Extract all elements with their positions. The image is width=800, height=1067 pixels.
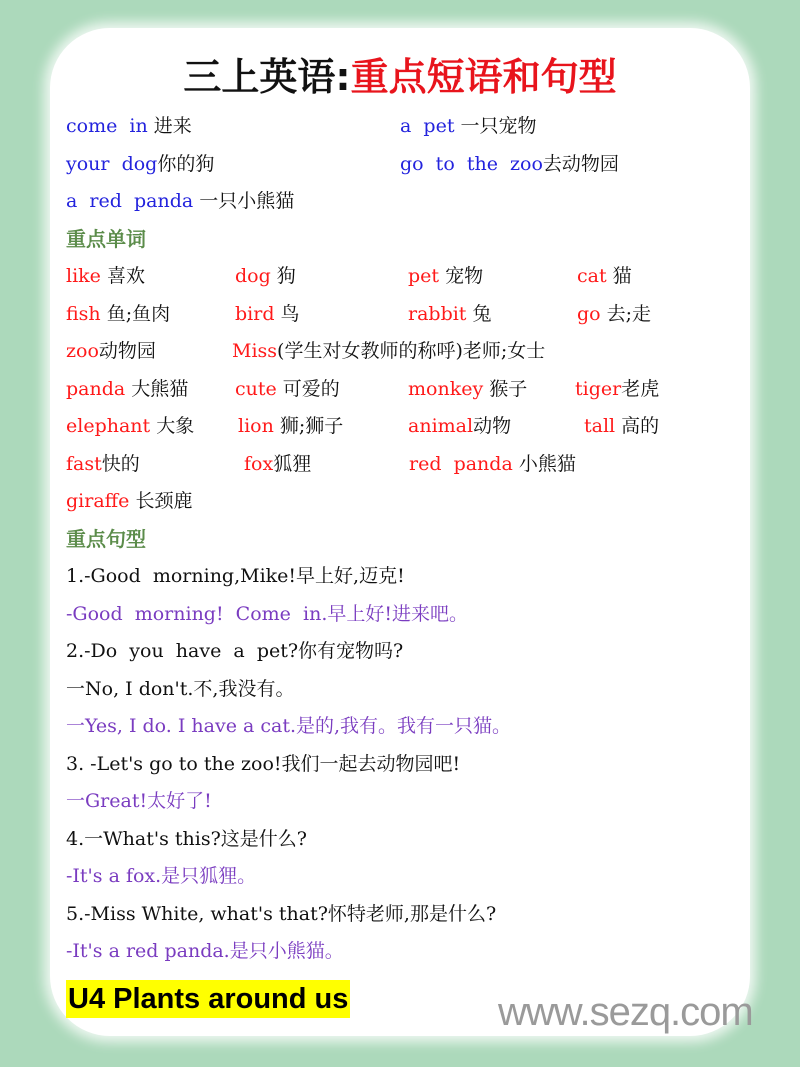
word-en: elephant	[66, 415, 151, 437]
word-row	[66, 296, 746, 334]
word-en: fish	[66, 302, 101, 325]
unit-heading: U4 Plants around us	[66, 980, 350, 1018]
word-en: tiger	[575, 377, 622, 400]
word-zh: 长颈鹿	[129, 490, 193, 512]
word-item	[235, 296, 300, 334]
phrase-en: a pet	[400, 115, 455, 137]
sentence-line: -It's a red panda.是只小熊猫。	[66, 940, 344, 962]
word-zh: 狮;狮子	[273, 415, 344, 437]
word-zh: 狐狸	[273, 452, 312, 475]
words-heading: 重点单词	[66, 226, 146, 251]
sentence-line: 1.-Good morning,Mike!早上好,迈克!	[66, 565, 405, 587]
sentence-line: 4.一What's this?这是什么?	[66, 827, 307, 850]
word-en: zoo	[66, 340, 99, 362]
phrase-zh: 一只宠物	[454, 115, 537, 137]
title-prefix: 三上英语:	[183, 55, 351, 99]
word-row	[66, 333, 746, 371]
word-en: cute	[235, 377, 277, 400]
word-en: cat	[577, 265, 607, 287]
word-item	[408, 371, 527, 409]
word-item	[66, 258, 145, 296]
word-item	[66, 296, 170, 334]
word-zh: 快的	[101, 452, 140, 475]
word-item	[66, 333, 156, 371]
sentence-line: 5.-Miss White, what's that?怀特老师,那是什么?	[66, 902, 497, 925]
word-item	[66, 483, 192, 521]
phrase-item	[400, 108, 537, 146]
word-zh: 鸟	[274, 302, 300, 325]
word-zh: (学生对女教师的称呼)老师;女士	[277, 340, 546, 362]
phrase-item	[66, 183, 294, 221]
word-zh: 宠物	[439, 265, 484, 287]
sentence-line: 一Yes, I do. I have a cat.是的,我有。我有一只猫。	[66, 715, 512, 737]
phrase-zh: 进来	[147, 115, 192, 137]
word-en: pet	[408, 265, 440, 287]
word-en: Miss	[232, 340, 278, 362]
word-en: lion	[238, 415, 274, 437]
word-en: giraffe	[66, 490, 130, 512]
word-zh: 兔	[466, 302, 492, 325]
word-item	[238, 408, 343, 446]
word-item	[66, 408, 194, 446]
word-zh: 可爱的	[276, 377, 340, 400]
word-item	[408, 258, 483, 296]
word-row	[66, 258, 746, 296]
word-row	[66, 446, 746, 484]
words-section	[66, 258, 746, 521]
word-row	[66, 408, 746, 446]
word-item	[409, 446, 576, 484]
phrase-en: go to the zoo	[400, 152, 543, 175]
content	[66, 108, 746, 971]
phrase-item	[400, 146, 619, 184]
page-title	[0, 52, 800, 102]
word-zh: 猴子	[483, 377, 528, 400]
phrase-en: come in	[66, 115, 148, 137]
word-item	[577, 296, 651, 334]
word-en: go	[577, 302, 601, 325]
word-zh: 高的	[615, 415, 660, 437]
word-item	[235, 258, 296, 296]
word-en: dog	[235, 265, 271, 287]
word-zh: 大熊猫	[125, 377, 189, 400]
word-zh: 小熊猫	[512, 452, 576, 475]
phrase-row	[66, 146, 746, 184]
word-en: red panda	[409, 452, 513, 475]
word-zh: 去;走	[600, 302, 652, 325]
phrase-item	[66, 108, 192, 146]
phrase-en: a red panda	[66, 190, 194, 212]
word-item	[577, 258, 632, 296]
word-zh: 猫	[606, 265, 632, 287]
sentences-section	[66, 558, 746, 971]
sentence-line: 一No, I don't.不,我没有。	[66, 677, 295, 700]
word-en: panda	[66, 377, 126, 400]
word-en: fox	[244, 452, 274, 475]
title-highlight: 重点短语和句型	[350, 55, 617, 99]
phrases-section	[66, 108, 746, 221]
phrase-item	[66, 146, 214, 184]
word-en: tall	[584, 415, 616, 437]
word-item	[408, 408, 511, 446]
word-zh: 大象	[150, 415, 195, 437]
word-en: animal	[408, 415, 474, 437]
sentence-line: -It's a fox.是只狐狸。	[66, 865, 257, 887]
word-item	[66, 446, 140, 484]
phrase-row	[66, 108, 746, 146]
word-zh: 动物	[473, 415, 512, 437]
word-row	[66, 371, 746, 409]
word-item	[244, 446, 311, 484]
phrase-en: your dog	[66, 152, 158, 175]
word-zh: 喜欢	[100, 265, 145, 287]
sentence-line: 2.-Do you have a pet?你有宠物吗?	[66, 640, 404, 662]
word-en: like	[66, 265, 101, 287]
sentences-heading: 重点句型	[66, 526, 146, 551]
word-zh: 老虎	[621, 377, 660, 400]
phrase-zh: 一只小熊猫	[193, 190, 295, 212]
word-item	[575, 371, 659, 409]
word-item	[408, 296, 492, 334]
word-en: bird	[235, 302, 275, 325]
word-row	[66, 483, 746, 521]
phrase-zh: 去动物园	[542, 152, 619, 175]
word-zh: 鱼;鱼肉	[100, 302, 171, 325]
word-item	[235, 371, 340, 409]
word-en: rabbit	[408, 302, 467, 325]
word-item	[232, 333, 545, 371]
phrase-row	[66, 183, 746, 221]
sentence-line: -Good morning! Come in.早上好!进来吧。	[66, 602, 468, 625]
word-item	[584, 408, 659, 446]
sentence-line: 3. -Let's go to the zoo!我们一起去动物园吧!	[66, 752, 461, 775]
word-zh: 狗	[270, 265, 296, 287]
watermark: www.sezq.com	[498, 990, 753, 1034]
word-en: fast	[66, 452, 102, 475]
phrase-zh: 你的狗	[157, 152, 215, 175]
word-zh: 动物园	[98, 340, 156, 362]
word-en: monkey	[408, 377, 484, 400]
word-item	[66, 371, 188, 409]
sentence-line: 一Great!太好了!	[66, 790, 212, 812]
